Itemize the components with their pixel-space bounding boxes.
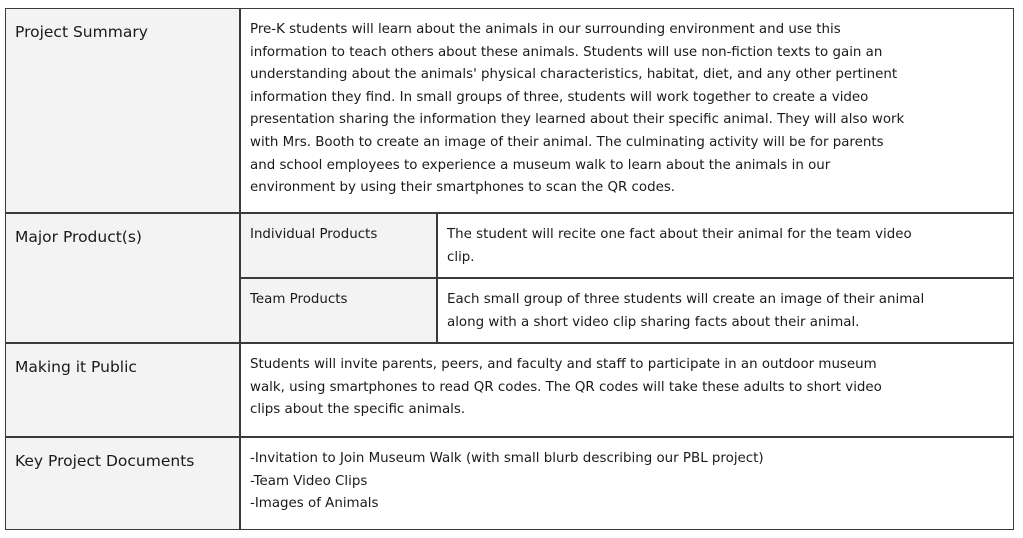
public-line: clips about the specific animals. [250, 402, 466, 418]
document-item: -Images of Animals [250, 496, 379, 512]
individual-line: The student will recite one fact about their animal for the team video [447, 227, 912, 242]
individual-products-text [438, 214, 1013, 278]
column-divider [239, 9, 241, 529]
team-line: Each small group of three students will create an image of their animal [447, 292, 925, 307]
public-line: Students will invite parents, peers, and faculty and staff to participate in an outdoor museum [250, 357, 877, 372]
summary-line: information to teach others about these animals. Students will use non-fiction texts to gain an [250, 44, 883, 60]
project-summary-text [241, 9, 1013, 213]
document-item: -Invitation to Join Museum Walk (with small blurb describing our PBL project) [250, 451, 764, 466]
row-divider [6, 436, 1013, 438]
individual-line: clip. [447, 249, 475, 265]
major-products-label: Major Product(s) [15, 228, 142, 246]
making-public-label-cell [6, 344, 240, 437]
individual-products-label: Individual Products [250, 227, 378, 242]
project-table [5, 8, 1014, 530]
major-products-label-cell [6, 214, 240, 343]
summary-line: information they find. In small groups of three, students will work together to create a video [250, 89, 869, 105]
row-divider [6, 212, 1013, 214]
project-summary-label: Project Summary [15, 23, 148, 41]
summary-line: environment by using their smartphones to scan the QR codes. [250, 180, 676, 196]
making-public-text [241, 344, 1013, 437]
team-products-label: Team Products [250, 292, 348, 307]
summary-line: presentation sharing the information they learned about their specific animal. They will also work [250, 112, 905, 128]
project-summary-label-cell [6, 9, 240, 213]
key-documents-label-cell [6, 438, 240, 529]
key-documents-label: Key Project Documents [15, 452, 195, 470]
individual-products-label-cell [241, 214, 437, 278]
making-public-label: Making it Public [15, 358, 137, 376]
public-line: walk, using smartphones to read QR codes. The QR codes will take these adults to short video [250, 379, 882, 395]
summary-line: understanding about the animals' physical characteristics, habitat, diet, and any other pertinent [250, 67, 898, 83]
row-divider [6, 342, 1013, 344]
team-products-text [438, 279, 1013, 343]
document-item: -Team Video Clips [250, 473, 368, 489]
summary-line: and school employees to experience a museum walk to learn about the animals in our [250, 157, 831, 173]
row-divider-inner [239, 277, 1013, 279]
key-documents-text [241, 438, 1013, 529]
summary-line: Pre-K students will learn about the animals in our surrounding environment and use this [250, 22, 841, 37]
team-line: along with a short video clip sharing facts about their animal. [447, 314, 860, 330]
summary-line: with Mrs. Booth to create an image of their animal. The culminating activity will be for parents [250, 134, 884, 150]
team-products-label-cell [241, 279, 437, 343]
